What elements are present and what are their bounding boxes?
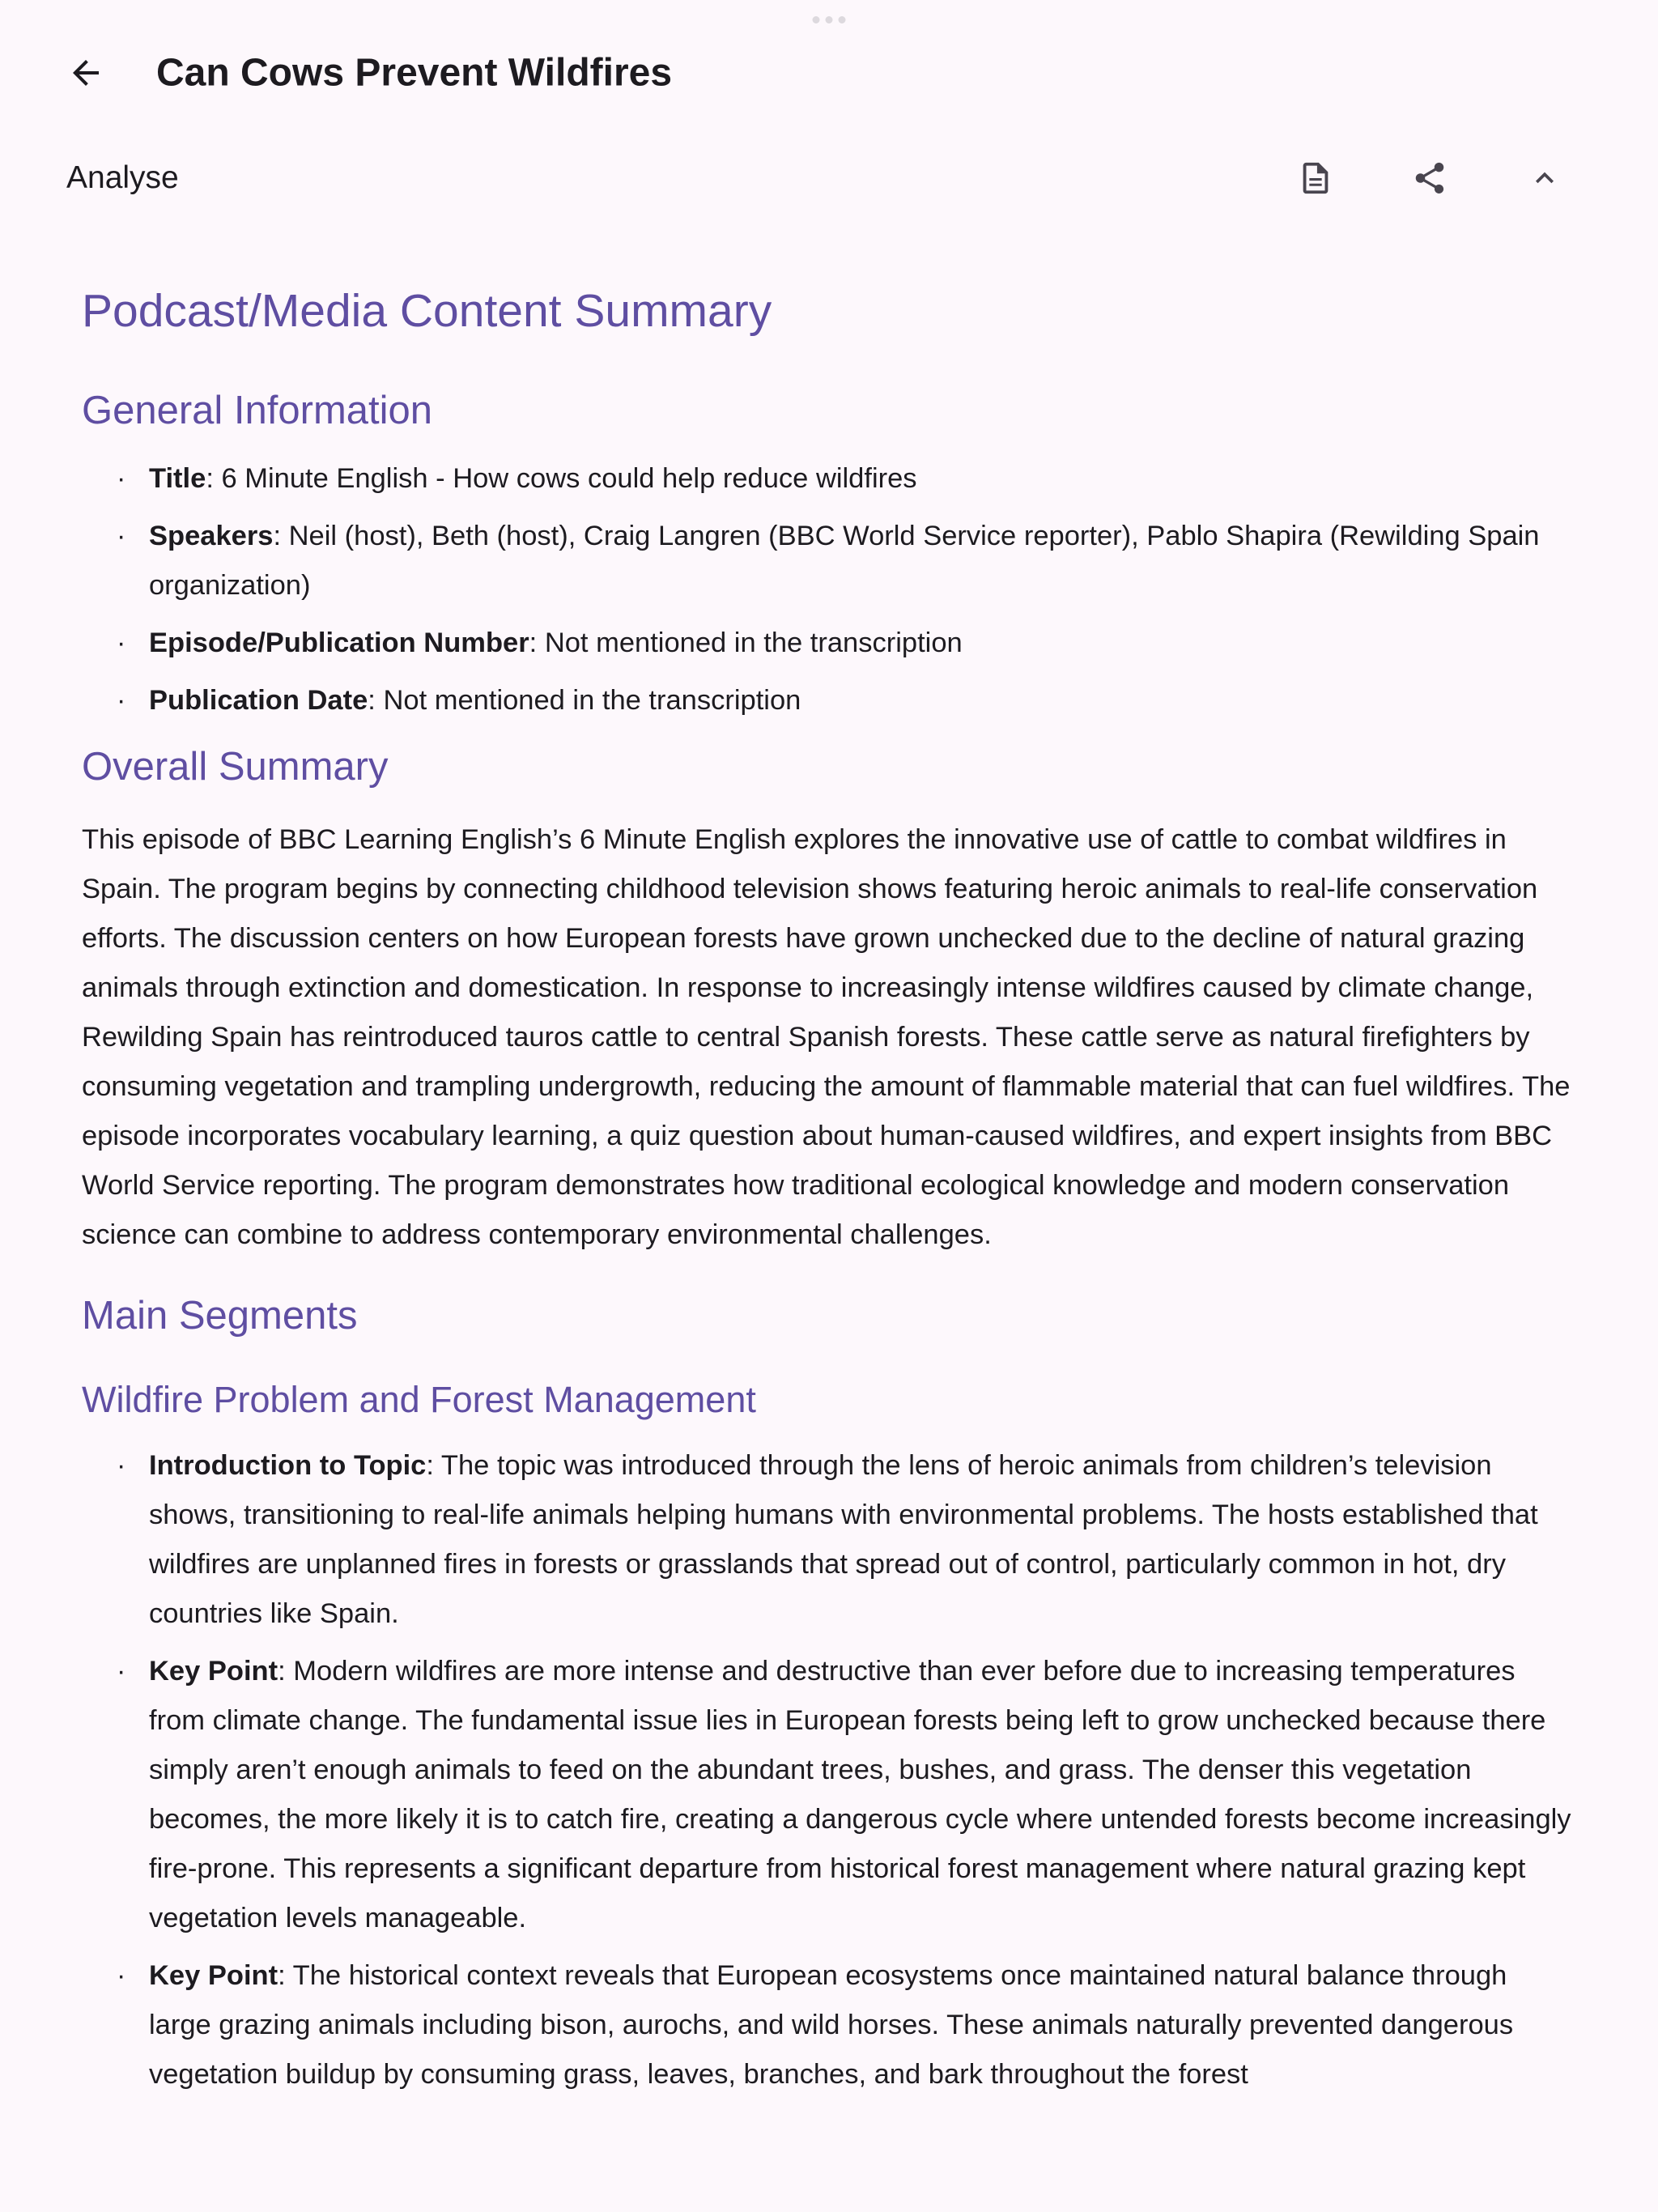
overall-summary-text: This episode of BBC Learning English’s 6 Minute English explores the innovative use of cattle to combat wildfires in Spain. The program begins by connecting childhood television shows featuring heroic animals to real-life conservation efforts. The discussion centers on how European forests have grown unchecked due to the decline of natural grazing animals through extinction and domestication. In response to increasingly intense wildfires caused by climate change, Rewilding Spain has reintroduced tauros cattle to central Spanish forests. These cattle serve as natural firefighters by consuming vegetation and trampling undergrowth, reducing the amount of flammable material that can fuel wildfires. The episode incorporates vocabulary learning, a quiz question about human-caused wildfires, and expert insights from BBC World Service reporting. The program demonstrates how traditional ecological knowledge and modern conservation science can combine to address contemporary environmental challenges. xyxy=(82,823,1571,1250)
top-app-bar xyxy=(0,31,1658,115)
list-item xyxy=(82,619,1571,668)
item-text: : The historical context reveals that European ecosystems once maintained natural balance through large grazing animals including bison, aurochs, and wild horses. These animals naturally prevented dangerous vegetation buildup by consuming grass, leaves, branches, and bark throughout the forest xyxy=(149,1959,1514,2090)
general-information-list xyxy=(82,454,1571,725)
grabber-dot xyxy=(826,16,833,23)
page-title: Can Cows Prevent Wildfires xyxy=(156,51,673,95)
chevron-up-icon xyxy=(1527,160,1562,196)
analyse-toolbar xyxy=(0,138,1658,219)
item-label: Title xyxy=(149,463,206,495)
grabber-dot xyxy=(839,16,846,23)
arrow-left-icon xyxy=(66,53,105,92)
document-button[interactable] xyxy=(1282,144,1350,212)
main-segments-heading: Main Segments xyxy=(82,1293,358,1338)
analyse-label: Analyse xyxy=(66,160,179,195)
share-icon xyxy=(1411,160,1448,197)
segment-list xyxy=(82,1441,1571,2099)
grabber-dot xyxy=(813,16,820,23)
overall-summary-heading: Overall Summary xyxy=(82,745,389,789)
item-text: : Not mentioned in the transcription xyxy=(368,685,801,717)
item-text: : Neil (host), Beth (host), Craig Langren (BBC World Service reporter), Pablo Shapira (Rewilding Spain organization) xyxy=(149,521,1540,602)
item-text: : Not mentioned in the transcription xyxy=(529,627,963,659)
document-icon xyxy=(1297,160,1334,197)
window-grabber[interactable] xyxy=(813,16,846,23)
item-text: : 6 Minute English - How cows could help reduce wildfires xyxy=(206,463,917,495)
list-item xyxy=(82,676,1571,725)
summary-document xyxy=(82,283,1571,2099)
back-button[interactable] xyxy=(53,40,118,105)
list-item xyxy=(82,1441,1571,1639)
item-label: Key Point xyxy=(149,1959,278,1991)
collapse-button[interactable] xyxy=(1511,144,1579,212)
list-item xyxy=(82,454,1571,504)
document-title: Podcast/Media Content Summary xyxy=(82,285,772,337)
list-item xyxy=(82,1951,1571,2099)
item-label: Speakers xyxy=(149,521,274,552)
list-item xyxy=(82,512,1571,610)
item-text: : Modern wildfires are more intense and destructive than ever before due to increasing temperatures from climate change. The fundamental issue lies in European forests being left to grow unchecked because there simply aren’t enough animals to feed on the abundant trees, bushes, and grass. The denser this vegetation becomes, the more likely it is to catch fire, creating a dangerous cycle where untended forests become increasingly fire-prone. This represents a significant departure from historical forest management where natural grazing kept vegetation levels manageable. xyxy=(149,1655,1571,1933)
segment-heading: Wildfire Problem and Forest Management xyxy=(82,1378,756,1420)
share-button[interactable] xyxy=(1396,144,1464,212)
item-text: : The topic was introduced through the lens of heroic animals from children’s television shows, transitioning to real-life animals helping humans with environmental problems. The hosts established that wildfires are unplanned fires in forests or grasslands that spread out of control, particularly common in hot, dry countries like Spain. xyxy=(149,1449,1538,1629)
item-label: Publication Date xyxy=(149,685,368,717)
item-label: Episode/Publication Number xyxy=(149,627,529,659)
item-label: Introduction to Topic xyxy=(149,1449,427,1481)
item-label: Key Point xyxy=(149,1655,278,1687)
general-information-heading: General Information xyxy=(82,389,433,433)
list-item xyxy=(82,1647,1571,1943)
